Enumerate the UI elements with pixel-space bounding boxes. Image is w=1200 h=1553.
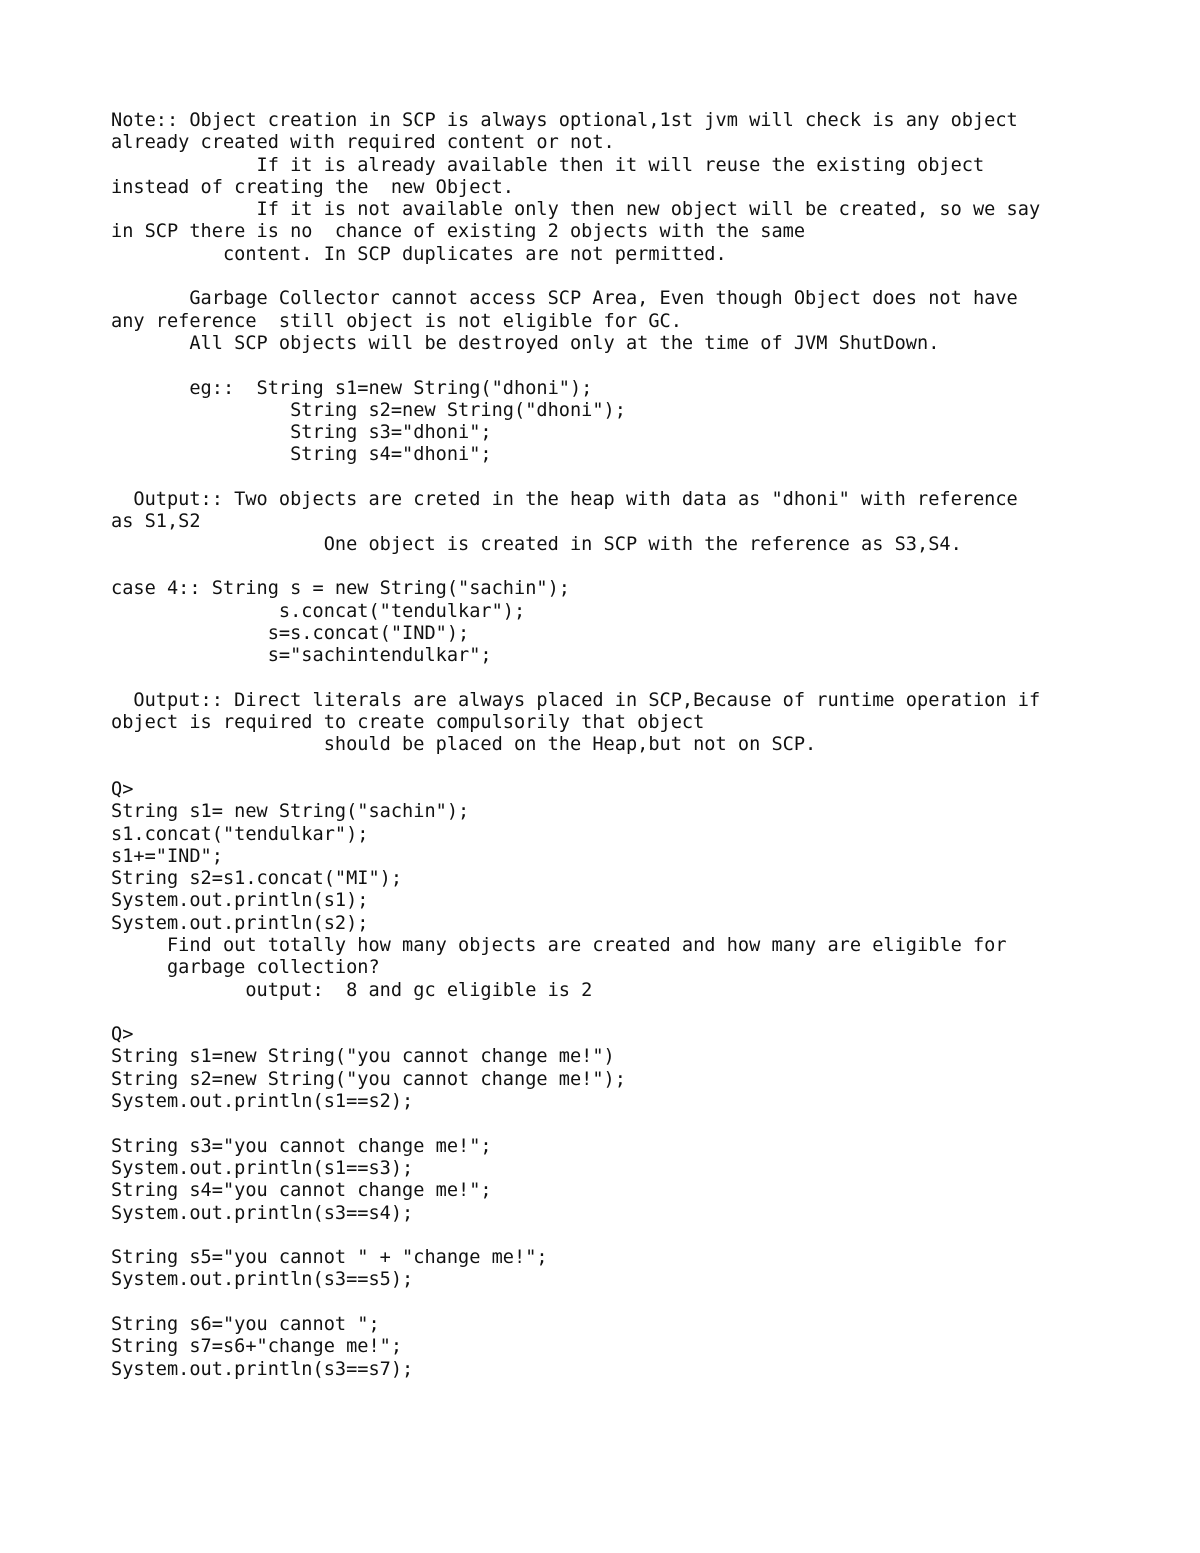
question-2 <box>111 1024 1111 1113</box>
code-line: s.concat("tendulkar"); <box>111 600 526 622</box>
case4-code <box>111 578 1111 667</box>
question-2-part-2 <box>111 1136 1111 1225</box>
code-line: String s4="dhoni"; <box>111 444 492 466</box>
text-line: as S1,S2 <box>111 511 201 533</box>
case4-output <box>111 690 1111 757</box>
question-marker: Q> <box>111 1024 134 1046</box>
text-line: Garbage Collector cannot access SCP Area, Even though Object does not have <box>111 288 1018 310</box>
document-body <box>111 110 1111 1381</box>
text-line: If it is already available then it will reuse the existing object <box>111 154 985 176</box>
code-line: String s2=new String("dhoni"); <box>111 399 626 421</box>
code-line: String s7=s6+"change me!"; <box>111 1336 403 1358</box>
text-line: Output:: Two objects are creted in the heap with data as "dhoni" with reference <box>111 489 1018 511</box>
text-line: in SCP there is no chance of existing 2 objects with the same <box>111 221 806 243</box>
note-paragraph <box>111 110 1111 266</box>
spacer <box>111 556 1111 578</box>
code-line: String s5="you cannot " + "change me!"; <box>111 1247 548 1269</box>
text-line: Note:: Object creation in SCP is always optional,1st jvm will check is any object <box>111 110 1018 131</box>
text-line: All SCP objects will be destroyed only at the time of JVM ShutDown. <box>111 332 940 354</box>
code-line: String s6="you cannot "; <box>111 1314 380 1336</box>
text-line: Output:: Direct literals are always placed in SCP,Because of runtime operation if <box>111 689 1041 711</box>
spacer <box>111 1225 1111 1247</box>
example-code <box>111 378 1111 467</box>
spacer <box>111 1002 1111 1024</box>
spacer <box>111 667 1111 689</box>
code-line: case 4:: String s = new String("sachin"); <box>111 578 570 600</box>
question-1 <box>111 779 1111 1002</box>
text-line: content. In SCP duplicates are not permitted. <box>111 243 727 265</box>
text-line: instead of creating the new Object. <box>111 176 514 198</box>
code-line: String s2=s1.concat("MI"); <box>111 868 403 890</box>
spacer <box>111 1113 1111 1135</box>
code-line: s="sachintendulkar"; <box>111 645 492 667</box>
text-line: object is required to create compulsorily that object <box>111 712 705 734</box>
code-line: System.out.println(s2); <box>111 912 369 934</box>
question-marker: Q> <box>111 778 134 800</box>
code-line: eg:: String s1=new String("dhoni"); <box>111 377 593 399</box>
code-line: String s1=new String("you cannot change me!") <box>111 1046 615 1068</box>
answer-line: output: 8 and gc eligible is 2 <box>111 979 593 1001</box>
text-line: Find out totally how many objects are created and how many are eligible for <box>111 934 1007 956</box>
code-line: System.out.println(s1==s3); <box>111 1157 414 1179</box>
code-line: System.out.println(s1); <box>111 890 369 912</box>
code-line: String s3="you cannot change me!"; <box>111 1135 492 1157</box>
code-line: s=s.concat("IND"); <box>111 622 470 644</box>
text-line: One object is created in SCP with the reference as S3,S4. <box>111 533 962 555</box>
code-line: System.out.println(s3==s7); <box>111 1358 414 1380</box>
question-2-part-3 <box>111 1247 1111 1292</box>
spacer <box>111 757 1111 779</box>
text-line: should be placed on the Heap,but not on SCP. <box>111 734 817 756</box>
code-line: System.out.println(s1==s2); <box>111 1091 414 1113</box>
spacer <box>111 467 1111 489</box>
code-line: System.out.println(s3==s4); <box>111 1202 414 1224</box>
spacer <box>111 266 1111 288</box>
text-line: garbage collection? <box>111 957 380 979</box>
code-line: s1.concat("tendulkar"); <box>111 823 369 845</box>
text-line: If it is not available only then new object will be created, so we say <box>111 199 1041 221</box>
code-line: s1+="IND"; <box>111 845 223 867</box>
code-line: String s4="you cannot change me!"; <box>111 1180 492 1202</box>
example-output <box>111 489 1111 556</box>
text-line: already created with required content or not. <box>111 132 615 154</box>
code-line: String s2=new String("you cannot change me!"); <box>111 1068 626 1090</box>
text-line: any reference still object is not eligible for GC. <box>111 310 682 332</box>
code-line: String s3="dhoni"; <box>111 422 492 444</box>
question-2-part-4 <box>111 1314 1111 1381</box>
spacer <box>111 355 1111 377</box>
spacer <box>111 1292 1111 1314</box>
code-line: String s1= new String("sachin"); <box>111 801 470 823</box>
code-line: System.out.println(s3==s5); <box>111 1269 414 1291</box>
gc-paragraph <box>111 288 1111 355</box>
